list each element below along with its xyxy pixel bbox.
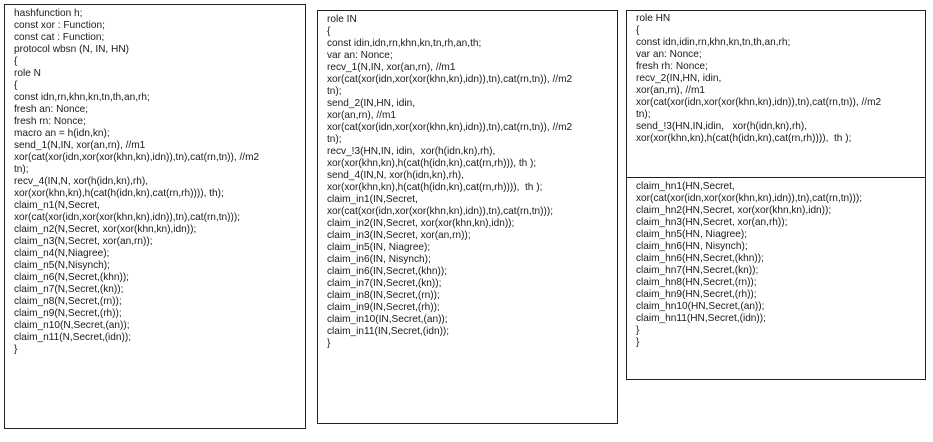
role-in-panel [317,10,618,424]
code-line: claim_n9(N,Secret,(rh)); [14,308,122,319]
code-line: claim_n8(N,Secret,(rn)); [14,296,122,307]
code-line: xor(cat(xor(idn,xor(xor(khn,kn),idn)),tn),cat(rn,tn)), //m2 [636,97,882,108]
code-line: const idin,idn,rn,khn,kn,tn,rh,an,th; [327,38,482,49]
code-line: claim_in5(IN, Niagree); [327,242,431,253]
code-line: claim_in6(IN,Secret,(khn)); [327,266,448,277]
code-line: tn); [636,109,651,120]
code-line: claim_hn6(HN, Nisynch); [636,241,748,252]
code-line: const idn,rn,khn,kn,tn,th,an,rh; [14,92,150,103]
code-line: xor(cat(xor(idn,xor(xor(khn,kn),idn)),tn),cat(rn,tn))); [636,193,863,204]
code-line: claim_in11(IN,Secret,(idn)); [327,326,450,337]
code-line: fresh rn: Nonce; [14,116,86,127]
code-line: claim_in3(IN,Secret, xor(an,rn)); [327,230,471,241]
role-in-code [318,11,617,423]
code-line: xor(cat(xor(idn,xor(xor(khn,kn),idn)),tn),cat(rn,tn)), //m2 [14,152,260,163]
code-line: const xor : Function; [14,20,105,31]
code-line: xor(cat(xor(idn,xor(xor(khn,kn),idn)),tn),cat(rn,tn))); [327,206,554,217]
role-hn-panel [626,10,926,380]
code-line: claim_n1(N,Secret, [14,200,100,211]
code-line: } [14,344,18,355]
code-line: } [636,325,640,336]
code-line: claim_in9(IN,Secret,(rh)); [327,302,440,313]
code-line: macro an = h(idn,kn); [14,128,110,139]
code-line: tn); [14,164,29,175]
code-line: recv_1(N,IN, xor(an,rn), //m1 [327,62,456,73]
code-line: recv_!3(HN,IN, idin, xor(h(idn,kn),rh), [327,146,496,157]
role-n-panel [4,4,306,429]
code-line: claim_hn6(HN,Secret,(khn)); [636,253,764,264]
code-line: recv_2(IN,HN, idin, [636,73,722,84]
code-line: var an: Nonce; [636,49,702,60]
role-hn-code-claims [627,179,925,379]
code-line: { [14,56,18,67]
code-line: xor(xor(khn,kn),h(cat(h(idn,kn),cat(rn,rh))), th ); [327,158,537,169]
code-line: { [14,80,18,91]
code-line: hashfunction h; [14,8,83,19]
code-line: claim_n3(N,Secret, xor(an,rn)); [14,236,153,247]
code-line: claim_n5(N,Nisynch); [14,260,110,271]
code-line: send_!3(HN,IN,idin, xor(h(idn,kn),rh), [636,121,808,132]
code-line: } [636,337,640,348]
code-line: { [327,26,331,37]
code-line: xor(xor(khn,kn),h(cat(h(idn,kn),cat(rn,rh)))), th); [14,188,224,199]
code-line: claim_n10(N,Secret,(an)); [14,320,130,331]
code-line: send_1(N,IN, xor(an,rn), //m1 [14,140,146,151]
code-line: xor(cat(xor(idn,xor(xor(khn,kn),idn)),tn),cat(rn,tn)), //m2 [327,74,573,85]
code-line: claim_in2(IN,Secret, xor(xor(khn,kn),idn)); [327,218,515,229]
code-line: recv_4(IN,N, xor(h(idn,kn),rh), [14,176,149,187]
code-line: send_4(IN,N, xor(h(idn,kn),rh), [327,170,464,181]
code-line: claim_n11(N,Secret,(idn)); [14,332,132,343]
code-line: xor(cat(xor(idn,xor(xor(khn,kn),idn)),tn),cat(rn,tn))); [14,212,241,223]
code-line: claim_hn7(HN,Secret,(kn)); [636,265,759,276]
code-line: claim_n2(N,Secret, xor(xor(khn,kn),idn)); [14,224,197,235]
role-hn-divider [627,177,925,178]
code-line: tn); [327,86,342,97]
code-line: claim_n6(N,Secret,(khn)); [14,272,129,283]
code-line: } [327,338,331,349]
code-line: var an: Nonce; [327,50,393,61]
code-line: tn); [327,134,342,145]
code-line: claim_hn1(HN,Secret, [636,181,735,192]
code-line: role N [14,68,41,79]
code-line: xor(an,rn), //m1 [327,110,396,121]
code-line: claim_hn8(HN,Secret,(rn)); [636,277,757,288]
code-line: fresh an: Nonce; [14,104,89,115]
code-line: const idn,idin,rn,khn,kn,tn,th,an,rh; [636,37,791,48]
code-line: fresh rh: Nonce; [636,61,708,72]
role-n-code [5,5,305,428]
code-line: xor(an,rn), //m1 [636,85,705,96]
code-line: claim_in6(IN, Nisynch); [327,254,431,265]
code-line: claim_hn5(HN, Niagree); [636,229,748,240]
code-line: claim_hn11(HN,Secret,(idn)); [636,313,766,324]
code-line: protocol wbsn (N, IN, HN) [14,44,129,55]
code-line: claim_in10(IN,Secret,(an)); [327,314,448,325]
code-line: role IN [327,14,357,25]
code-line: send_2(IN,HN, idin, [327,98,416,109]
code-line: role HN [636,13,671,24]
code-line: claim_hn3(HN,Secret, xor(an,rh)); [636,217,788,228]
code-line: xor(xor(khn,kn),h(cat(h(idn,kn),cat(rn,rh)))), th ); [327,182,543,193]
code-line: claim_in7(IN,Secret,(kn)); [327,278,442,289]
code-line: xor(xor(khn,kn),h(cat(h(idn,kn),cat(rn,rh)))), th ); [636,133,852,144]
code-line: claim_in8(IN,Secret,(rn)); [327,290,440,301]
code-line: claim_in1(IN,Secret, [327,194,418,205]
code-line: claim_hn10(HN,Secret,(an)); [636,301,765,312]
code-line: { [636,25,640,36]
code-line: const cat : Function; [14,32,105,43]
code-line: claim_hn2(HN,Secret, xor(xor(khn,kn),idn)); [636,205,832,216]
code-line: claim_hn9(HN,Secret,(rh)); [636,289,757,300]
code-line: xor(cat(xor(idn,xor(xor(khn,kn),idn)),tn),cat(rn,tn)), //m2 [327,122,573,133]
code-line: claim_n4(N,Niagree); [14,248,110,259]
code-line: claim_n7(N,Secret,(kn)); [14,284,124,295]
